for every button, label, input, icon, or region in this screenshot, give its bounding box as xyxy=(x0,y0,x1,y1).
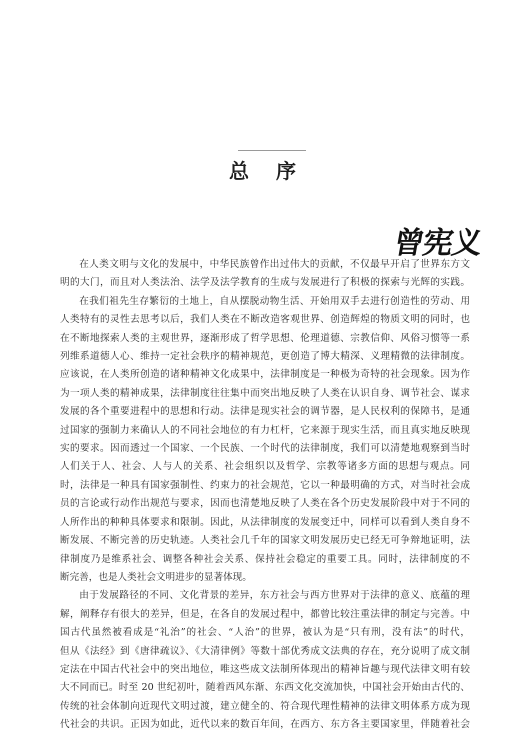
text-line: 在不断地探索人类的主观世界，逐渐形成了哲学思想、伦理道德、宗教信仰、风俗习惯等一系 xyxy=(60,332,470,344)
text-line: 定法在中国古代社会中的突出地位，唯这些成文法制所体现出的精神旨趣与现代法律文明有较 xyxy=(60,663,470,675)
paragraph xyxy=(60,587,470,734)
paragraph xyxy=(60,293,470,588)
text-line: 律制度乃是维系社会、调整各种社会关系、保持社会稳定的重要工具。同时，法律制度的不 xyxy=(60,553,470,565)
text-line: 人类特有的灵性去思考以后，我们人类在不断改造客观世界、创造辉煌的物质文明的同时，也 xyxy=(60,314,470,326)
text-line: 在我们祖先生存繁衍的土地上，自从摆脱动物生活、开始用双手去进行创造性的劳动、用 xyxy=(79,295,470,307)
text-line: 应该说，在人类所创造的诸种精神文化成果中，法律制度是一种极为奇特的社会现象。因为作 xyxy=(60,369,470,381)
title-rule xyxy=(238,150,306,151)
text-line: 大不同而已。时至 20 世纪初叶，随着西风东渐、东西文化交流加快，中国社会开始由古代的、 xyxy=(60,682,470,694)
text-line: 在人类文明与文化的发展中，中华民族曾作出过伟大的贡献，不仅最早开启了世界东方文 xyxy=(79,259,470,270)
text-line: 由于发展路径的不同、文化背景的差异，东方社会与西方世界对于法律的意义、底蕴的理 xyxy=(79,590,470,602)
text-line: 解，阐释存有很大的差异，但是，在各自的发展过程中，都曾比较注重法律的制定与完善。中 xyxy=(60,608,470,620)
text-line: 明的大门，而且对人类法治、法学及法学教育的生成与发展进行了积极的探索与光辉的实践。 xyxy=(60,277,470,289)
preface-body xyxy=(60,256,470,735)
text-line: 断完善，也是人类社会文明进步的显著体现。 xyxy=(60,571,252,583)
text-line: 但从《法经》到《唐律疏议》、《大清律例》等数十部优秀成文法典的存在，充分说明了成文制 xyxy=(60,645,470,657)
text-line: 过国家的强制力来确认人的不同社会地位的有力杠杆，它来源于现实生活，而且真实地反映现 xyxy=(60,424,470,436)
text-line: 时，法律是一种具有国家强制性、约束力的社会规范，它以一种最明确的方式，对当时社会成 xyxy=(60,479,470,491)
text-line: 列维系道德人心、维持一定社会秩序的精神规范，更创造了博大精深、义理精微的法律制度。 xyxy=(60,351,470,363)
text-line: 代社会的共识。正因为如此，近代以来的数百年间，在西方、东方各主要国家里，伴随着社会 xyxy=(60,719,470,731)
text-line: 人们关于人、社会、人与人的关系、社会组织以及哲学、宗教等诸多方面的思想与观点。同 xyxy=(60,461,470,473)
text-line: 发展的各个重要进程中的思想和行动。法律是现实社会的调节器，是人民权利的保障书，是通 xyxy=(60,406,470,418)
text-line: 国古代虽然被看成是“礼治”的社会、“人治”的世界，被认为是“只有刑，没有法”的时代， xyxy=(60,627,470,639)
text-line: 员的言论或行动作出规范与要求，因而也清楚地反映了人类在各个历史发展阶段中对于不同的 xyxy=(60,498,470,510)
text-line: 实的要求。因而透过一个国家、一个民族、一个时代的法律制度，我们可以清楚地观察到当时 xyxy=(60,443,470,455)
text-line: 为一项人类的精神成果，法律制度往往集中而突出地反映了人类在认识自身、调节社会、谋求 xyxy=(60,387,470,399)
text-line: 传统的社会体制向近现代文明过渡，建立健全的、符合现代理性精神的法律文明体系方成为现 xyxy=(60,700,470,712)
text-line: 人所作出的种种具体要求和限制。因此，从法律制度的发展变迁中，同样可以看到人类自身不 xyxy=(60,516,470,528)
text-line: 断发展、不断完善的历史轨迹。人类社会几千年的国家文明发展历史已经无可争辩地证明，法 xyxy=(60,535,470,547)
paragraph xyxy=(60,256,470,293)
author-signature: 曾宪义 xyxy=(391,226,485,261)
page-title: 总 序 xyxy=(229,159,306,183)
